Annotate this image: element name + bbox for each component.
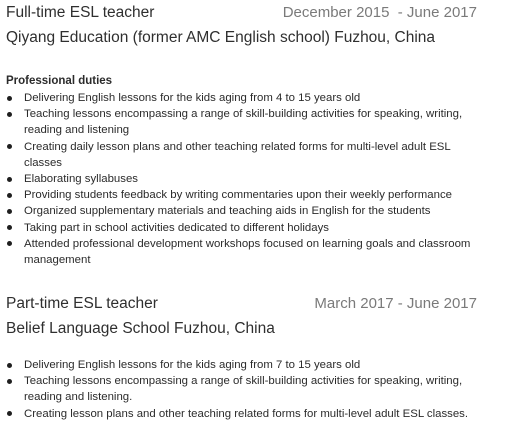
bullet-icon [7,144,12,149]
job-title: Full-time ESL teacher [6,4,155,21]
duty-text: Teaching lessons encompassing a range of skill-building activities for speaking, writing, reading and listening [24,108,463,137]
duty-text: Delivering English lessons for the kids aging from 4 to 15 years old [24,92,361,104]
job-header [6,295,477,317]
job-dates: March 2017 - June 2017 [314,295,477,312]
duty-item [6,220,477,236]
duty-text: Taking part in school activities dedicated to different holidays [24,221,329,234]
duty-text: Elaborating syllabuses [24,173,138,186]
bullet-icon [7,411,12,416]
duties-heading: Professional duties [6,75,113,87]
duty-text: Providing students feedback by writing commentaries upon their weekly performance [24,189,452,202]
duty-item [6,203,477,219]
duty-text: Organized supplementary materials and teaching aids in English for the students [24,205,431,218]
duty-item [6,139,477,171]
duties-list [6,357,477,422]
job-entry [6,295,477,422]
duty-text: Creating daily lesson plans and other teaching related forms for multi-level adult ESL classes [24,140,451,169]
bullet-icon [7,177,12,182]
duty-item [6,171,477,187]
job-entry [6,4,477,268]
duty-item [6,357,477,373]
duty-item [6,90,477,106]
bullet-icon [7,112,12,117]
job-title: Part-time ESL teacher [6,295,158,312]
duty-item [6,187,477,203]
duty-item [6,106,477,138]
duty-text: Teaching lessons encompassing a range of skill-building activities for speaking, writing, reading and listening. [24,375,463,404]
duties-list [6,90,477,268]
job-dates: December 2015 - June 2017 [282,4,477,21]
company-name: Belief Language School Fuzhou, China [6,320,275,337]
job-header [6,4,477,26]
duty-item [6,236,477,268]
bullet-icon [7,379,12,384]
company-name: Qiyang Education (former AMC English school) Fuzhou, China [6,29,436,46]
duty-text: Delivering English lessons for the kids aging from 7 to 15 years old [24,359,361,371]
bullet-icon [7,241,12,246]
bullet-icon [7,193,12,198]
duty-text: Attended professional development workshops focused on learning goals and classroom management [24,237,471,267]
bullet-icon [7,225,12,230]
bullet-icon [7,363,12,368]
bullet-icon [7,209,12,214]
duty-item [6,406,477,422]
duty-text: Creating lesson plans and other teaching related forms for multi-level adult ESL classes. [24,407,469,420]
duty-item [6,373,477,405]
bullet-icon [7,96,12,101]
